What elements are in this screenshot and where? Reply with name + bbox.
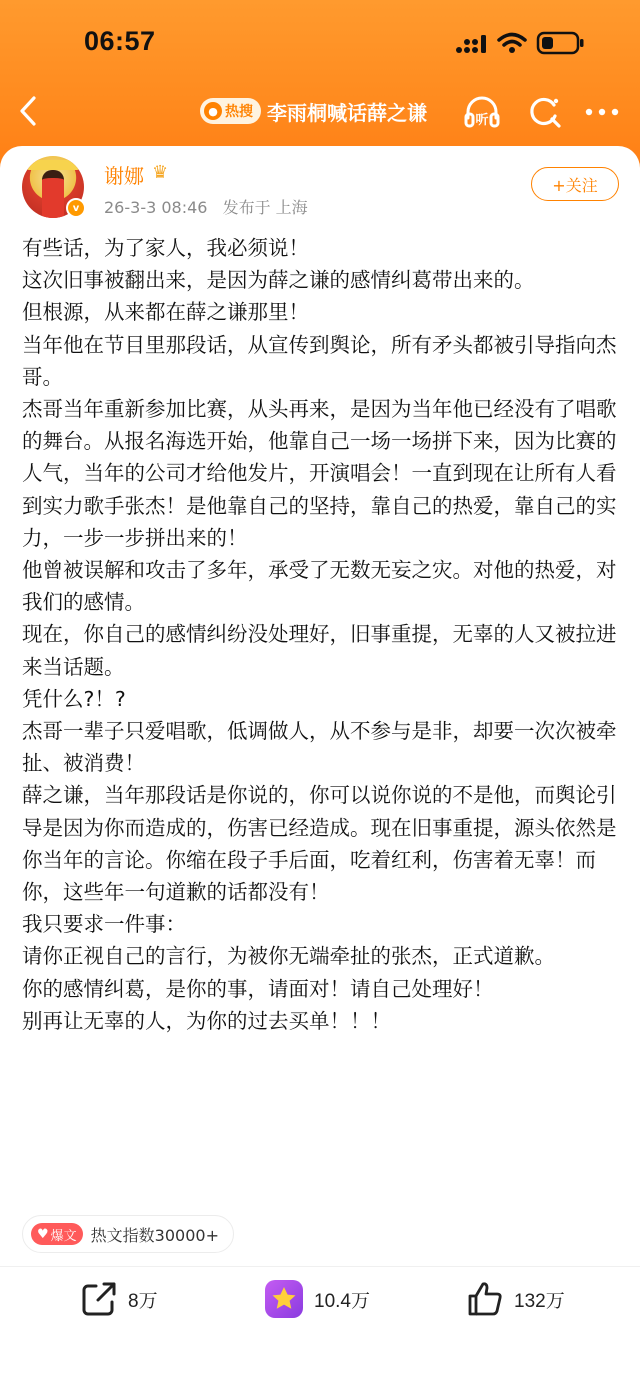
listen-label: 听 (475, 113, 489, 128)
topic-title[interactable]: 李雨桐喊话薛之谦 (267, 101, 427, 125)
hot-search-badge (200, 98, 261, 124)
battery-icon (536, 31, 586, 55)
post-paragraph: 杰哥一辈子只爱唱歌，低调做人，从不参与是非，却要一次次被牵扯、被消费！ (22, 719, 617, 776)
share-count: 8万 (128, 1290, 158, 1312)
like-count: 132万 (514, 1290, 565, 1312)
status-time: 06:57 (84, 26, 156, 56)
post-paragraph: 他曾被误解和攻击了多年，承受了无数无妄之灾。对他的热爱，对我们的感情。 (22, 558, 617, 615)
post-paragraph: 别再让无辜的人，为你的过去买单！！！ (22, 1008, 391, 1033)
post-date: 26-3-3 08:46 (104, 198, 208, 217)
more-dots-icon (584, 92, 620, 132)
post-paragraph: 薛之谦，当年那段话是你说的，你可以说你说的不是他，而舆论引导是因为你而造成的，伤害已经造成。现在旧事重提，源头依然是你当年的言论。你缩在段子手后面，吃着红利，伤害着无辜！而你，这些年一句道歉的话都没有！ (22, 783, 617, 905)
hot-badge-label: 热搜 (225, 104, 253, 120)
star-comment-icon (264, 1279, 304, 1319)
hot-tag-label: 爆文 (50, 1228, 77, 1244)
avatar-figure (42, 170, 64, 218)
author-name[interactable]: 谢娜 (104, 164, 144, 188)
post-paragraph: 我只要求一件事： (22, 912, 186, 937)
thumbs-up-icon (466, 1280, 504, 1318)
chevron-left-icon (12, 92, 46, 130)
comment-button[interactable] (264, 1279, 370, 1319)
nav-bar (0, 88, 640, 134)
post-card (0, 146, 640, 1387)
search-icon (526, 92, 562, 132)
headphones-icon (462, 92, 502, 132)
post-paragraph: 这次旧事被翻出来，是因为薛之谦的感情纠葛带出来的。 (22, 268, 535, 293)
post-paragraph: 杰哥当年重新参加比赛，从头再来，是因为当年他已经没有了唱歌的舞台。从报名海选开始，他靠自己一场一场拼下来，因为比赛的人气，当年的公司才给他发片，开演唱会！一直到现在让所有人看到实力歌手张杰！是他靠自己的坚持，靠自己的热爱，靠自己的实力，一步一步拼出来的！ (22, 397, 617, 550)
avatar-banner (26, 160, 80, 170)
post-location: 发布于 上海 (222, 198, 308, 217)
post-paragraph: 凭什么?！? (22, 686, 126, 711)
share-button[interactable] (80, 1279, 158, 1319)
post-paragraph: 当年他在节目里那段话，从宣传到舆论，所有矛头都被引导指向杰哥。 (22, 332, 617, 389)
crown-icon: ♛ (152, 162, 169, 183)
comment-count: 10.4万 (314, 1290, 370, 1312)
hot-index-chip[interactable] (22, 1215, 234, 1253)
post-paragraph: 请你正视自己的言行，为被你无端牵扯的张杰，正式道歉。 (22, 944, 555, 969)
post-paragraph: 但根源，从来都在薛之谦那里！ (22, 300, 309, 325)
wifi-icon (497, 32, 527, 54)
back-button[interactable] (12, 92, 46, 130)
flame-icon: ♥ (37, 1226, 49, 1242)
hot-index-text: 热文指数30000+ (90, 1225, 219, 1245)
hot-article-tag (31, 1223, 83, 1245)
verified-badge-icon: v (66, 198, 86, 218)
flame-icon: ● (204, 102, 222, 120)
post-paragraph: 你的感情纠葛，是你的事，请面对！请自己处理好！ (22, 976, 494, 1001)
status-bar (0, 0, 640, 88)
post-body (22, 232, 622, 1037)
post-paragraph: 现在，你自己的感情纠纷没处理好，旧事重提，无辜的人又被拉进来当话题。 (22, 622, 617, 679)
follow-button[interactable]: +关注 (531, 167, 619, 201)
more-button[interactable] (584, 92, 620, 132)
signal-icon (455, 34, 489, 54)
listen-button[interactable] (462, 92, 502, 132)
search-button[interactable] (526, 92, 562, 132)
like-button[interactable] (466, 1279, 565, 1319)
share-icon (80, 1280, 118, 1318)
post-paragraph: 有些话，为了家人，我必须说！ (22, 236, 309, 260)
action-bar (0, 1266, 640, 1326)
post-meta (104, 195, 308, 218)
